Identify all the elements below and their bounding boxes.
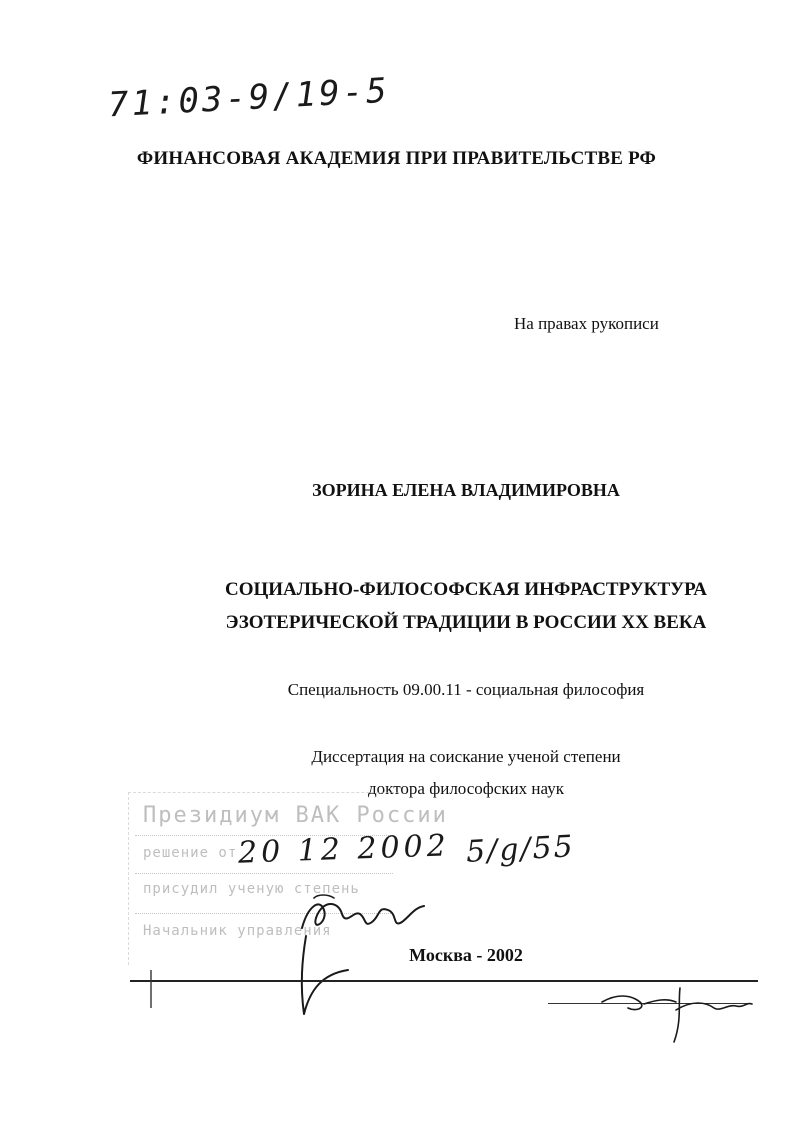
bottom-signature: [596, 980, 776, 1050]
dissertation-line-2: доктора философских наук: [368, 779, 564, 798]
dissertation-line-1: Диссертация на соискание ученой степени: [311, 747, 621, 766]
stamp-line-3: присудил ученую степень: [143, 881, 360, 897]
stamp-line-2: решение от: [143, 845, 238, 861]
stamp-line-4: Начальник управления: [143, 923, 332, 939]
title-line-2: ЭЗОТЕРИЧЕСКОЙ ТРАДИЦИИ В РОССИИ XX ВЕКА: [225, 612, 707, 633]
handwritten-reference: 5/g/55: [465, 829, 576, 870]
specialty: Специальность 09.00.11 - социальная философия: [287, 680, 645, 699]
rights-notice: На правах рукописи: [514, 314, 659, 333]
handwritten-date: 20 12 2002: [237, 828, 451, 871]
institution-header: ФИНАНСОВАЯ АКАДЕМИЯ ПРИ ПРАВИТЕЛЬСТВЕ РФ: [136, 148, 657, 169]
title-line-1: СОЦИАЛЬНО-ФИЛОСОФСКАЯ ИНФРАСТРУКТУРА: [225, 579, 707, 600]
stamp-divider: [135, 873, 393, 874]
city-year: Москва - 2002: [409, 945, 523, 965]
margin-mark: [148, 970, 154, 1010]
archive-number: 71:03-9/19-5: [107, 70, 391, 126]
author-name: ЗОРИНА ЕЛЕНА ВЛАДИМИРОВНА: [312, 480, 620, 500]
stamp-line-1: Президиум ВАК России: [143, 803, 448, 828]
signature-flourish: [292, 930, 362, 1020]
